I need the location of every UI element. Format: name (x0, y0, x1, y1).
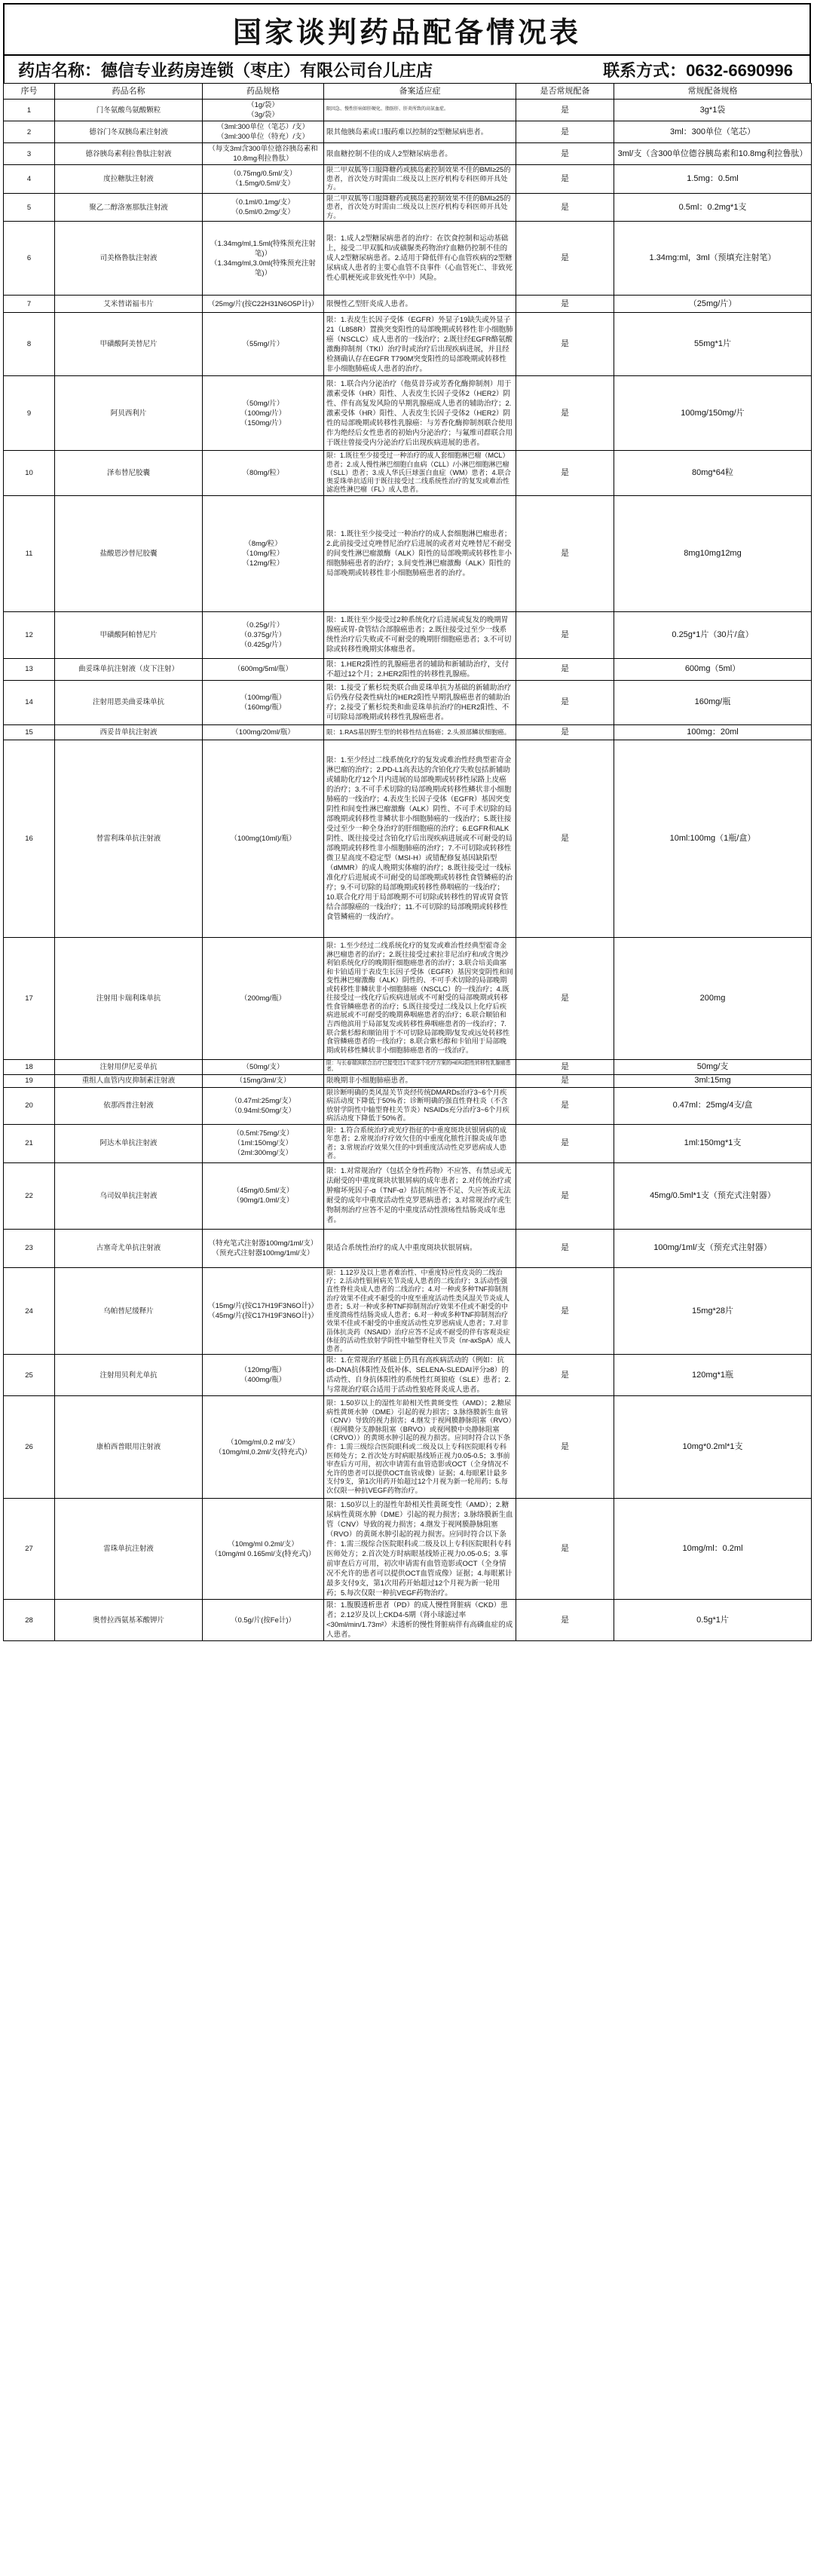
cell-indication: 限：1.腹膜透析患者（PD）的成人慢性肾脏病（CKD）患者；2.12岁及以上CKD4-5期（肾小球滤过率<30ml/min/1.73m²）未透析的慢性肾脏病伴有高磷血症的成人患者。 (324, 1600, 516, 1641)
table-row (4, 313, 812, 376)
cell-spec: （1g/袋） （3g/袋） (203, 100, 324, 121)
cell-name: 奥替拉西氨基苯酸钾片 (55, 1600, 203, 1641)
cell-name: 盐酸恩沙替尼胶囊 (55, 495, 203, 611)
cell-spec: （25mg/片(按C22H31N6O5P计)） (203, 296, 324, 313)
cell-no: 23 (4, 1229, 55, 1267)
cell-no: 21 (4, 1124, 55, 1162)
cell-spec: （3ml:300单位（笔芯）/支） （3ml:300单位（特充）/支） (203, 121, 324, 143)
table-row (4, 1087, 812, 1124)
cell-spec: （每支3ml含300单位德谷胰岛素和10.8mg利拉鲁肽） (203, 143, 324, 165)
cell-indication: 限：1.既往至少接受过一种治疗的成人套细胞淋巴瘤患者；2.此前接受过克唑替尼治疗后进展的或者对克唑替尼不耐受的间变性淋巴瘤激酶（ALK）阳性的局部晚期或转移性非小细胞肺癌患者的治疗；3.间变性淋巴瘤激酶（ALK）阳性的局部晚期或转移性非小细胞肺癌患者的治疗。 (324, 495, 516, 611)
cell-dose: 1.5mg：0.5ml (614, 165, 812, 194)
cell-no: 14 (4, 680, 55, 724)
cell-no: 1 (4, 100, 55, 121)
header-insured: 是否常规配备 (516, 84, 614, 100)
cell-indication: 限：1.既往至少接受过一种治疗的成人套细胞淋巴瘤（MCL）患者；2.成人慢性淋巴细胞白血病（CLL）/小淋巴细胞淋巴瘤（SLL）患者；3.成人华氏巨球蛋白血症（WM）患者；4.联合奥妥珠单抗适用于既往接受过二线系统性治疗的复发或难治性滤泡性淋巴瘤（FL）成人患者。 (324, 451, 516, 495)
cell-name: 艾米替诺福韦片 (55, 296, 203, 313)
cell-insured: 是 (516, 611, 614, 658)
cell-indication: 限晚期非小细胞肺癌患者。 (324, 1074, 516, 1087)
cell-no: 10 (4, 451, 55, 495)
cell-no: 16 (4, 740, 55, 937)
cell-indication: 限：1.至少经过二线系统化疗的复发或难治性经典型霍奇金淋巴瘤的治疗；2.PD-L1高表达的含铂化疗失败包括新辅助或辅助化疗12个月内进展的局部晚期或转移性尿路上皮癌的治疗；3.不可手术切除的局部晚期或转移性鳞状非小细胞肺癌的一线治疗；4.表皮生长因子受体（EGFR）基因突变阴性和间变性淋巴瘤激酶（ALK）阴性、不可手术切除的局部晚期或转移性非鳞状非小细胞肺癌的一线治疗；5.既往接受过至少一种全身治疗的肝细胞癌的治疗；6.EGFR和ALK阴性、既往接受过含铂化疗后出现疾病进展或不可耐受的局部晚期或转移性非小细胞肺癌的治疗；7.不可切除或转移性微卫星高度不稳定型（MSI-H）或错配修复基因缺陷型（dMMR）的成人晚期实体瘤的治疗；8.既往接受过一线标准化疗后进展或不可耐受的局部晚期或转移性食管鳞癌的治疗；9.不可切除的局部晚期或转移性鼻咽癌的一线治疗；10.联合化疗用于局部晚期不可切除或转移性的胃或胃食管结合部腺癌的一线治疗；11.不可切除的局部晚期或转移性食管鳞癌的一线治疗。 (324, 740, 516, 937)
cell-insured: 是 (516, 1124, 614, 1162)
cell-dose: 0.25g*1片（30片/盒） (614, 611, 812, 658)
cell-dose: 45mg/0.5ml*1支（预充式注射器） (614, 1162, 812, 1229)
table-header-row (4, 84, 812, 100)
cell-insured: 是 (516, 1162, 614, 1229)
store-info-bar (3, 56, 811, 83)
table-row (4, 100, 812, 121)
table-row (4, 1059, 812, 1074)
cell-spec: （120mg/瓶） （400mg/瓶） (203, 1355, 324, 1396)
table-row (4, 1396, 812, 1499)
cell-no: 26 (4, 1396, 55, 1499)
cell-indication: 限：1.HER2阳性的乳腺癌患者的辅助和新辅助治疗，支付不超过12个月；2.HER2阳性的转移性乳腺癌。 (324, 658, 516, 680)
cell-spec: （15mg/片(按C17H19F3N6O计)） （45mg/片(按C17H19F3N6O计)） (203, 1267, 324, 1355)
cell-dose: 1ml:150mg*1支 (614, 1124, 812, 1162)
cell-insured: 是 (516, 165, 614, 194)
cell-spec: （200mg/瓶） (203, 937, 324, 1059)
cell-indication: 限：1.50岁以上的湿性年龄相关性黄斑变性（AMD）；2.糖尿病性黄斑水肿（DME）引起的视力损害；3.脉络膜新生血管（CNV）导致的视力损害；4.继发于视网膜静脉阻塞（RVO）的黄斑水肿引起的视力损害。应同时符合以下条件：1.需三级综合医院眼科或二级及以上专科医院眼科专科医师处方；2.首次处方时病眼基线矫正视力0.05-0.5；3.事前审查后方可用，初次申请需有血管造影或OCT（全身情况不允许的患者可以提供OCT血管成像）证据；4.每眼累计最多支付9支，第1次用药开始超过12个月视为新一轮用药；5.每次仅限一种抗VEGF药物治疗。 (324, 1499, 516, 1600)
cell-dose: 0.5ml：0.2mg*1支 (614, 193, 812, 222)
contact-phone: 0632-6690996 (686, 60, 793, 80)
cell-name: 曲妥珠单抗注射液（皮下注射） (55, 658, 203, 680)
table-row (4, 376, 812, 451)
cell-indication: 限因急、慢性肝病如肝硬化、脂肪肝、肝炎所致的高氨血症。 (324, 100, 516, 121)
cell-dose: 55mg*1片 (614, 313, 812, 376)
cell-no: 3 (4, 143, 55, 165)
cell-insured: 是 (516, 222, 614, 296)
table-row (4, 495, 812, 611)
cell-indication: 限：1.在常规治疗基础上仍具有高疾病活动的（例如：抗ds-DNA抗体阳性及低补体、SELENA-SLEDAI评分≥8）的活动性、自身抗体阳性的系统性红斑狼疮（SLE）患者；2.与常规治疗联合适用于活动性狼疮肾炎成人患者。 (324, 1355, 516, 1396)
cell-indication: 限血糖控制不佳的成人2型糖尿病患者。 (324, 143, 516, 165)
cell-indication: 限慢性乙型肝炎成人患者。 (324, 296, 516, 313)
cell-spec: （80mg/粒） (203, 451, 324, 495)
cell-no: 25 (4, 1355, 55, 1396)
cell-spec: （50mg/片） （100mg/片） （150mg/片） (203, 376, 324, 451)
cell-insured: 是 (516, 193, 614, 222)
cell-dose: 10mg/ml：0.2ml (614, 1499, 812, 1600)
cell-name: 司美格鲁肽注射液 (55, 222, 203, 296)
table-row (4, 724, 812, 740)
cell-insured: 是 (516, 296, 614, 313)
cell-no: 13 (4, 658, 55, 680)
cell-name: 注射用恩美曲妥珠单抗 (55, 680, 203, 724)
cell-spec: （10mg/ml,0.2 ml/支） （10mg/ml,0.2ml/支(特充式)） (203, 1396, 324, 1499)
cell-insured: 是 (516, 451, 614, 495)
cell-name: 康柏西普眼用注射液 (55, 1396, 203, 1499)
cell-no: 6 (4, 222, 55, 296)
cell-no: 28 (4, 1600, 55, 1641)
cell-indication: 限诊断明确的类风湿关节炎经传统DMARDs治疗3~6个月疾病活动度下降低于50%者；诊断明确的强直性脊柱炎（不含放射学阴性中轴型脊柱关节炎）NSAIDs充分治疗3~6个月疾病活动度下降低于50%者。 (324, 1087, 516, 1124)
drug-table (3, 83, 812, 1641)
cell-insured: 是 (516, 1499, 614, 1600)
cell-indication: 限：1.表皮生长因子受体（EGFR）外显子19缺失或外显子21（L858R）置换突变阳性的局部晚期或转移性非小细胞肺癌（NSCLC）成人患者的一线治疗；2.既往经EGFR酪氨酸激酶抑制剂（TKI）治疗时或治疗后出现疾病进展，并且经检测确认存在EGFR T790M突变阳性的局部晚期或转移性非小细胞肺癌成人患者的治疗。 (324, 313, 516, 376)
table-row (4, 121, 812, 143)
cell-dose: 200mg (614, 937, 812, 1059)
cell-dose: 8mg10mg12mg (614, 495, 812, 611)
cell-spec: （100mg/20ml/瓶） (203, 724, 324, 740)
cell-insured: 是 (516, 740, 614, 937)
cell-indication: 限二甲双胍等口服降糖药或胰岛素控制效果不佳的BMI≥25的患者，首次处方时需由二级及以上医疗机构专科医师开具处方。 (324, 193, 516, 222)
cell-dose: 50mg/支 (614, 1059, 812, 1074)
cell-no: 11 (4, 495, 55, 611)
cell-spec: （1.34mg/ml,1.5ml(特殊预充注射笔)） （1.34mg/ml,3.0ml(特殊预充注射笔)） (203, 222, 324, 296)
table-row (4, 1267, 812, 1355)
cell-name: 甲磺酸阿美替尼片 (55, 313, 203, 376)
cell-name: 替雷利珠单抗注射液 (55, 740, 203, 937)
cell-no: 19 (4, 1074, 55, 1087)
cell-name: 泽布替尼胶囊 (55, 451, 203, 495)
contact-info (603, 58, 793, 81)
cell-no: 27 (4, 1499, 55, 1600)
cell-dose: 3ml：300单位（笔芯） (614, 121, 812, 143)
cell-spec: （0.5ml:75mg/支） （1ml:150mg/支） （2ml:300mg/支） (203, 1124, 324, 1162)
cell-dose: 3ml/支（含300单位德谷胰岛素和10.8mg利拉鲁肽） (614, 143, 812, 165)
cell-name: 依那西普注射液 (55, 1087, 203, 1124)
cell-dose: 0.47ml：25mg/4支/盒 (614, 1087, 812, 1124)
cell-no: 9 (4, 376, 55, 451)
header-name: 药品名称 (55, 84, 203, 100)
header-no: 序号 (4, 84, 55, 100)
cell-indication: 限适合系统性治疗的成人中重度斑块状银屑病。 (324, 1229, 516, 1267)
cell-spec: （8mg/粒） （10mg/粒） （12mg/粒） (203, 495, 324, 611)
cell-spec: （特充笔式注射器100mg/1ml/支） （预充式注射器100mg/1ml/支） (203, 1229, 324, 1267)
cell-insured: 是 (516, 1074, 614, 1087)
table-row (4, 296, 812, 313)
cell-name: 重组人血管内皮抑制素注射液 (55, 1074, 203, 1087)
cell-no: 2 (4, 121, 55, 143)
cell-name: 乌司奴单抗注射液 (55, 1162, 203, 1229)
cell-no: 8 (4, 313, 55, 376)
table-row (4, 143, 812, 165)
cell-dose: 100mg：20ml (614, 724, 812, 740)
cell-dose: 100mg/150mg/片 (614, 376, 812, 451)
store-info (18, 58, 433, 81)
cell-indication: 限：1.联合内分泌治疗（他莫昔芬或芳香化酶抑制剂）用于激素受体（HR）阳性、人表皮生长因子受体2（HER2）阴性、伴有高复发风险的早期乳腺癌成人患者的辅助治疗；2.激素受体（HR）阳性、人表皮生长因子受体2（HER2）阴性的局部晚期或转移性乳腺癌：与芳香化酶抑制剂联合使用作为绝经后女性患者的初始内分泌治疗；与氟维司群联合用于既往曾接受内分泌治疗后出现疾病进展的患者。 (324, 376, 516, 451)
cell-name: 阿达木单抗注射液 (55, 1124, 203, 1162)
cell-insured: 是 (516, 658, 614, 680)
cell-insured: 是 (516, 376, 614, 451)
cell-spec: （100mg/瓶） （160mg/瓶） (203, 680, 324, 724)
cell-no: 24 (4, 1267, 55, 1355)
table-row (4, 1600, 812, 1641)
cell-insured: 是 (516, 1600, 614, 1641)
cell-name: 乌帕替尼缓释片 (55, 1267, 203, 1355)
cell-no: 20 (4, 1087, 55, 1124)
cell-name: 注射用贝利尤单抗 (55, 1355, 203, 1396)
table-row (4, 1162, 812, 1229)
cell-name: 西妥昔单抗注射液 (55, 724, 203, 740)
cell-insured: 是 (516, 1229, 614, 1267)
table-row (4, 222, 812, 296)
cell-no: 4 (4, 165, 55, 194)
cell-insured: 是 (516, 724, 614, 740)
cell-no: 18 (4, 1059, 55, 1074)
cell-name: 雷珠单抗注射液 (55, 1499, 203, 1600)
cell-spec: （55mg/片） (203, 313, 324, 376)
cell-insured: 是 (516, 1396, 614, 1499)
table-row (4, 165, 812, 194)
page (0, 3, 814, 1641)
table-row (4, 1229, 812, 1267)
cell-name: 注射用伊尼妥单抗 (55, 1059, 203, 1074)
cell-spec: （10mg/ml 0.2ml/支） （10mg/ml 0.165ml/支(特充式)） (203, 1499, 324, 1600)
cell-indication: 限：1.接受了紫杉烷类联合曲妥珠单抗为基础的新辅助治疗后仍残存侵袭性病灶的HER2阳性早期乳腺癌患者的辅助治疗；2.接受了紫杉烷类和曲妥珠单抗治疗的HER2阳性、不可切除局部晚期或转移性乳腺癌患者。 (324, 680, 516, 724)
cell-dose: 1.34mg:ml，3ml（预填充注射笔） (614, 222, 812, 296)
page-title: 国家谈判药品配备情况表 (232, 15, 581, 49)
cell-insured: 是 (516, 1267, 614, 1355)
cell-dose: 3ml:15mg (614, 1074, 812, 1087)
cell-spec: （45mg/0.5ml/支） （90mg/1.0ml/支） (203, 1162, 324, 1229)
cell-indication: 限：1.成人2型糖尿病患者的治疗：在饮食控制和运动基础上，接受二甲双胍和/或磺脲类药物治疗血糖仍控制不佳的成人2型糖尿病患者。2.适用于降低伴有心血管疾病的2型糖尿病成人患者的主要心血管不良事件（心血管死亡、非致死性心肌梗死或非致死性卒中）风险。 (324, 222, 516, 296)
cell-no: 17 (4, 937, 55, 1059)
header-spec: 药品规格 (203, 84, 324, 100)
cell-dose: 10ml:100mg（1瓶/盒） (614, 740, 812, 937)
cell-name: 阿贝西利片 (55, 376, 203, 451)
store-label: 药店名称： (18, 60, 102, 80)
cell-indication: 限：1.RAS基因野生型的转移性结直肠癌；2.头颈部鳞状细胞癌。 (324, 724, 516, 740)
cell-spec: （0.47ml:25mg/支） （0.94ml:50mg/支） (203, 1087, 324, 1124)
table-row (4, 611, 812, 658)
cell-insured: 是 (516, 1355, 614, 1396)
table-row (4, 680, 812, 724)
table-row (4, 1124, 812, 1162)
cell-spec: （50mg/支） (203, 1059, 324, 1074)
cell-spec: （0.25g/片） （0.375g/片） （0.425g/片） (203, 611, 324, 658)
cell-spec: （0.5g/片(按Fe计)） (203, 1600, 324, 1641)
cell-indication: 限：1.符合系统治疗或光疗指征的中重度斑块状银屑病的成年患者；2.常规治疗疗效欠佳的中重度化脓性汗腺炎成年患者；3.常规治疗效果欠佳的中到重度活动性克罗恩病成人患者。 (324, 1124, 516, 1162)
cell-no: 7 (4, 296, 55, 313)
cell-insured: 是 (516, 1087, 614, 1124)
cell-indication: 限：1.50岁以上的湿性年龄相关性黄斑变性（AMD）；2.糖尿病性黄斑水肿（DME）引起的视力损害；3.脉络膜新生血管（CNV）导致的视力损害；4.继发于视网膜静脉阻塞（RVO）（视网膜分支静脉阻塞（BRVO）或视网膜中央静脉阻塞（CRVO））的黄斑水肿引起的视力损害。应同时符合以下条件：1.需三级综合医院眼科或二级及以上专科医院眼科专科医师处方；2.首次处方时病眼基线矫正视力0.05-0.5；3.事前审查后方可用，初次申请需有血管造影或OCT（全身情况不允许的患者可以提供OCT血管成像）证据；4.每眼累计最多支付9支，第1次用药开始超过12个月视为新一轮用药；5.每次仅限一种抗VEGF药物治疗。 (324, 1396, 516, 1499)
cell-insured: 是 (516, 100, 614, 121)
table-row (4, 658, 812, 680)
cell-insured: 是 (516, 1059, 614, 1074)
cell-name: 聚乙二醇洛塞那肽注射液 (55, 193, 203, 222)
cell-insured: 是 (516, 143, 614, 165)
cell-indication: 限：1.既往至少接受过2种系统化疗后进展或复发的晚期胃腺癌或胃-食管结合部腺癌患者；2.既往接受过至少一线系统性治疗后失败或不可耐受的晚期肝细胞癌患者；3.不可切除或转移性晚期实体瘤患者。 (324, 611, 516, 658)
contact-label: 联系方式： (603, 60, 687, 80)
cell-insured: 是 (516, 121, 614, 143)
cell-indication: 限：1.至少经过二线系统化疗的复发或难治性经典型霍奇金淋巴瘤患者的治疗；2.既往接受过索拉非尼治疗和/或含奥沙利铂系统化疗的晚期肝细胞癌患者的治疗；3.联合培美曲塞和卡铂适用于表皮生长因子受体（EGFR）基因突变阴性和间变性淋巴瘤激酶（ALK）阴性的、不可手术切除的局部晚期或转移性非鳞状非小细胞肺癌（NSCLC）的一线治疗；4.既往接受过一线化疗后疾病进展或不可耐受的局部晚期或转移性食管鳞癌患者的治疗；5.既往接受过二线及以上化疗后疾病进展或不可耐受的晚期鼻咽癌患者的治疗；6.联合顺铂和吉西他滨用于局部复发或转移性鼻咽癌患者的一线治疗；7.联合紫杉醇和顺铂用于不可切除局部晚期/复发或远处转移性食管鳞癌患者的一线治疗；8.联合紫杉醇和卡铂用于局部晚期或转移性鳞状非小细胞肺癌患者的一线治疗。 (324, 937, 516, 1059)
cell-insured: 是 (516, 937, 614, 1059)
table-row (4, 1355, 812, 1396)
cell-spec: （0.75mg/0.5ml/支） （1.5mg/0.5ml/支） (203, 165, 324, 194)
cell-no: 22 (4, 1162, 55, 1229)
cell-no: 12 (4, 611, 55, 658)
table-row (4, 740, 812, 937)
cell-spec: （600mg/5ml/瓶） (203, 658, 324, 680)
cell-no: 15 (4, 724, 55, 740)
cell-indication: 限其他胰岛素或口服药难以控制的2型糖尿病患者。 (324, 121, 516, 143)
table-row (4, 193, 812, 222)
cell-indication: 限：1.对常规治疗（包括全身性药物）不应答、有禁忌或无法耐受的中重度斑块状银屑病的成年患者；2.对传统治疗或肿瘤坏死因子-α（TNF-α）拮抗剂应答不足、失应答或无法耐受的成年中重度活动性克罗恩病患者；3.对常规治疗或生物制剂治疗应答不足的中重度活动性溃疡性结肠炎成年患者。 (324, 1162, 516, 1229)
table-row (4, 937, 812, 1059)
cell-name: 门冬氨酸鸟氨酸颗粒 (55, 100, 203, 121)
cell-dose: 3g*1袋 (614, 100, 812, 121)
table-row (4, 1499, 812, 1600)
cell-indication: 限：1.12岁及以上患者难治性、中重度特应性皮炎的二线治疗；2.活动性银屑病关节炎成人患者的二线治疗；3.活动性强直性脊柱炎成人患者的二线治疗；4.对一种或多种TNF抑制剂治疗效果不佳或不耐受的中度至重度活动性类风湿关节炎成人患者；5.对一种或多种TNF抑制剂治疗效果不佳或不耐受的中重度溃疡性结肠炎成人患者；6.对一种或多种TNF抑制剂治疗效果不佳或不耐受的中重度活动性克罗恩病成人患者；7.对非甾体抗炎药（NSAID）治疗应答不足或不耐受的伴有客观炎症体征的活动性放射学阴性中轴型脊柱关节炎（nr-axSpA）成人患者。 (324, 1267, 516, 1355)
cell-no: 5 (4, 193, 55, 222)
cell-insured: 是 (516, 313, 614, 376)
table-row (4, 451, 812, 495)
cell-name: 德谷门冬双胰岛素注射液 (55, 121, 203, 143)
cell-spec: （0.1ml/0.1mg/支） （0.5ml/0.2mg/支） (203, 193, 324, 222)
cell-dose: 100mg/1ml/支（预充式注射器） (614, 1229, 812, 1267)
cell-name: 注射用卡瑞利珠单抗 (55, 937, 203, 1059)
cell-insured: 是 (516, 680, 614, 724)
cell-dose: 120mg*1瓶 (614, 1355, 812, 1396)
cell-name: 甲磺酸阿帕替尼片 (55, 611, 203, 658)
title-bar (3, 3, 811, 56)
header-indication: 备案适应症 (324, 84, 516, 100)
cell-insured: 是 (516, 495, 614, 611)
cell-dose: （25mg/片） (614, 296, 812, 313)
cell-dose: 0.5g*1片 (614, 1600, 812, 1641)
cell-name: 古塞奇尤单抗注射液 (55, 1229, 203, 1267)
cell-dose: 15mg*28片 (614, 1267, 812, 1355)
cell-indication: 限：与长春瑞滨联合治疗已接受过1个或多个化疗方案的HER2阳性转移性乳腺癌患者。 (324, 1059, 516, 1074)
store-name: 德信专业药房连锁（枣庄）有限公司台儿庄店 (101, 60, 433, 80)
cell-dose: 10mg*0.2ml*1支 (614, 1396, 812, 1499)
table-body (4, 100, 812, 1641)
cell-spec: （100mg(10ml)/瓶） (203, 740, 324, 937)
cell-indication: 限二甲双胍等口服降糖药或胰岛素控制效果不佳的BMI≥25的患者，首次处方时需由二级及以上医疗机构专科医师开具处方。 (324, 165, 516, 194)
header-dose: 常规配备规格 (614, 84, 812, 100)
cell-name: 度拉糖肽注射液 (55, 165, 203, 194)
cell-dose: 160mg/瓶 (614, 680, 812, 724)
cell-dose: 600mg（5ml） (614, 658, 812, 680)
cell-name: 德谷胰岛素利拉鲁肽注射液 (55, 143, 203, 165)
cell-spec: （15mg/3ml/支） (203, 1074, 324, 1087)
table-row (4, 1074, 812, 1087)
cell-dose: 80mg*64粒 (614, 451, 812, 495)
